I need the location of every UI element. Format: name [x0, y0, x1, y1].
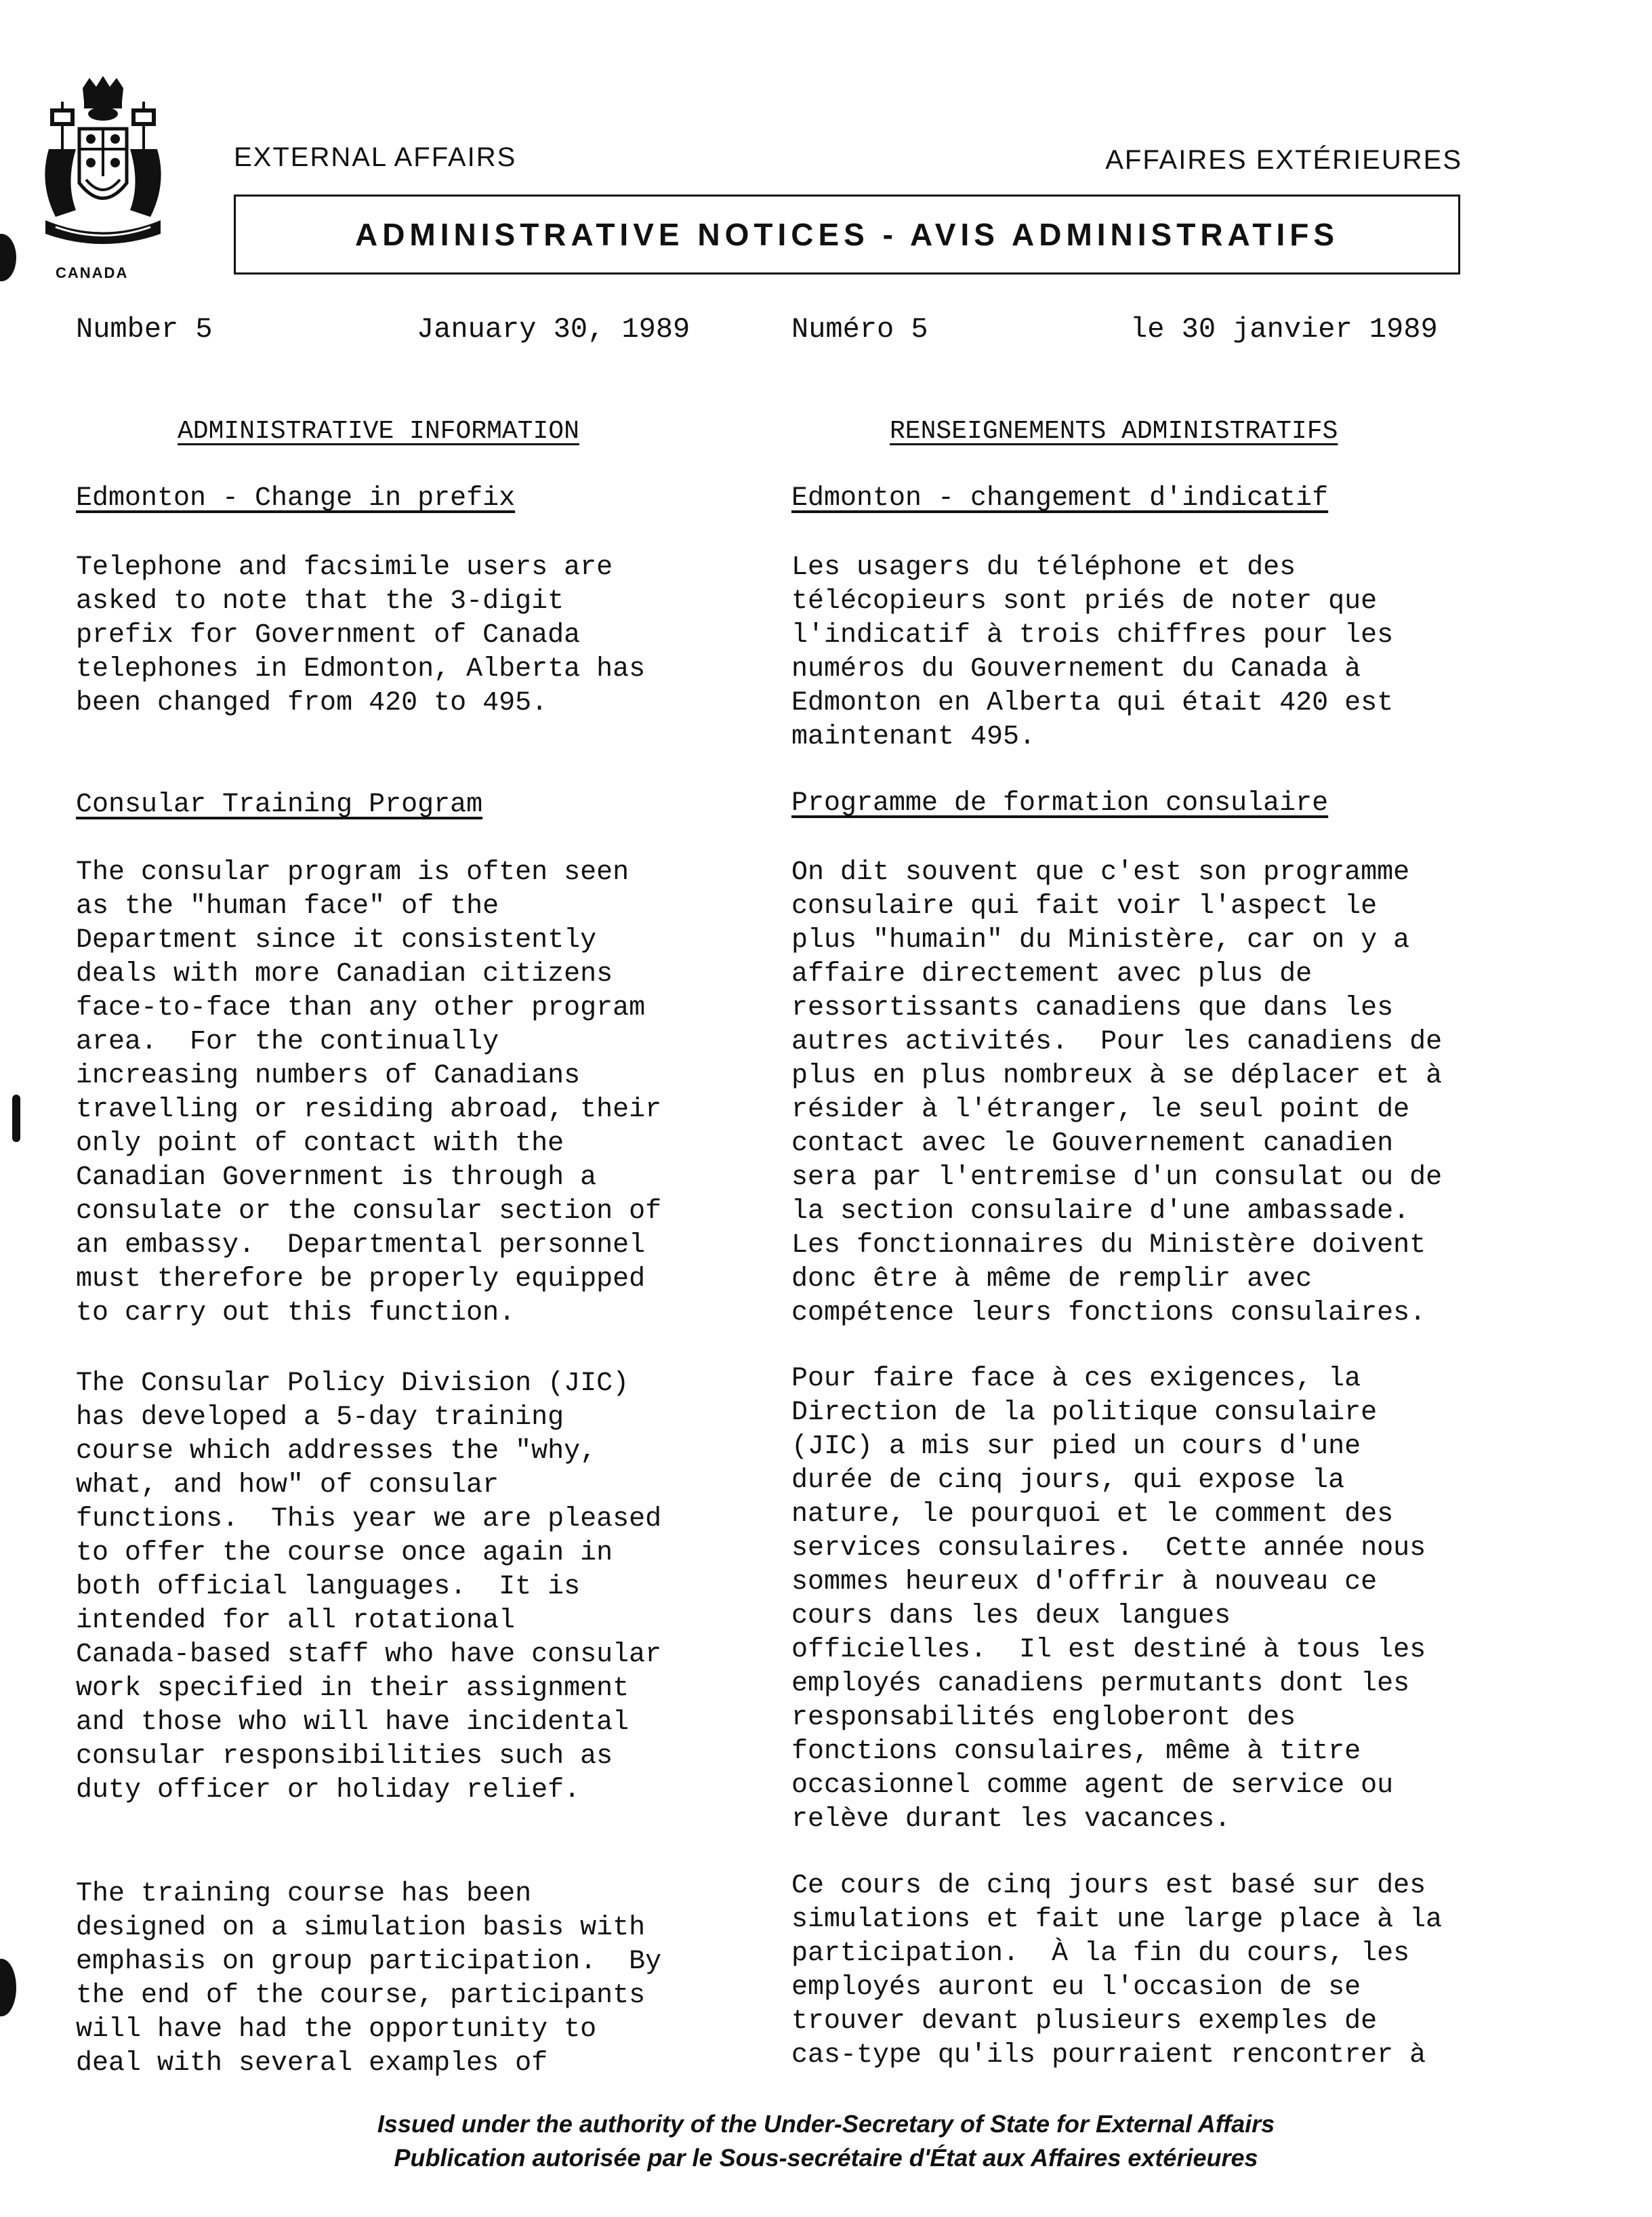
- english-section1-title: Edmonton - Change in prefix: [76, 483, 516, 514]
- coat-of-arms-icon: [35, 75, 171, 271]
- french-section2-paragraph-2: Pour faire face à ces exigences, la Direction de la politique consulaire (JIC) a mis sur pied un cours d'une durée de cinq jours, qui expose la nature, le pourquoi et le comment des services consulaires. Cette année nous sommes heureux d'offrir à nouveau ce cours dans les deux langues officielles. Il est destiné à tous les employés canadiens permutants dont les responsabilités engloberont des fonctions consulaires, même à titre occasionnel comme agent de service ou relève durant les vacances.: [791, 1364, 1426, 1835]
- english-section1-body: Telephone and facsimile users are asked to note that the 3-digit prefix for Government of Canada telephones in Edmonton, Alberta has been changed from 420 to 495.: [76, 552, 646, 718]
- english-section2-title: Consular Training Program: [76, 790, 483, 820]
- french-section1-title: Edmonton - changement d'indicatif: [791, 483, 1329, 514]
- issue-date-french: le 30 janvier 1989: [1130, 313, 1438, 346]
- issue-number-french: Numéro 5: [791, 313, 928, 346]
- punch-hole-bottom: [0, 1959, 16, 2016]
- notice-banner-title: ADMINISTRATIVE NOTICES - AVIS ADMINISTRATIFS: [234, 195, 1460, 274]
- french-section2-paragraph-1: On dit souvent que c'est son programme consulaire qui fait voir l'aspect le plus "humain" du Ministère, car on y a affaire directement avec plus de ressortissants canadiens que dans les autres activités. Pour les canadiens de plus en plus nombreux à se déplacer et à résider à l'étranger, le seul point de contact avec le Gouvernement canadien sera par l'entremise d'un consulat ou de la section consulaire d'une ambassade. Les fonctionnaires du Ministère doivent donc être à même de remplir avec compétence leurs fonctions consulaires.: [791, 857, 1443, 1328]
- punch-hole-top: [0, 234, 16, 281]
- french-column-heading: RENSEIGNEMENTS ADMINISTRATIFS: [890, 417, 1338, 446]
- english-section2-paragraph-3: The training course has been designed on a simulation basis with emphasis on group participation. By the end of the course, participants will have had the opportunity to deal with several examples of: [76, 1879, 662, 2079]
- issue-number-english: Number 5: [76, 313, 213, 346]
- department-name-french: AFFAIRES EXTÉRIEURES: [1105, 145, 1462, 175]
- canada-coat-of-arms-logo: [35, 75, 171, 285]
- french-section2-paragraph-3: Ce cours de cinq jours est basé sur des simulations et fait une large place à la participation. À la fin du cours, les employés auront eu l'occasion de se trouver devant plusieurs exemples de cas-type qu'ils pourraient rencontrer à: [791, 1871, 1443, 2071]
- english-section2-paragraph-1: The consular program is often seen as the "human face" of the Department since it consistently deals with more Canadian citizens face-to-face than any other program area. For the continually increasing numbers of Canadians travelling or residing abroad, their only point of contact with the Canadian Government is through a consulate or the consular section of an embassy. Departmental personnel must therefore be properly equipped to carry out this function.: [76, 857, 662, 1328]
- english-section2-paragraph-2: The Consular Policy Division (JIC) has developed a 5-day training course which addresses the "why, what, and how" of consular functions. This year we are pleased to offer the course once again in both official languages. It is intended for all rotational Canada-based staff who have consular work specified in their assignment and those who will have incidental consular responsibilities such as duty officer or holiday relief.: [76, 1368, 662, 1806]
- punch-hole-middle: [12, 1095, 20, 1142]
- department-name-english: EXTERNAL AFFAIRS: [234, 142, 517, 172]
- french-section2-title: Programme de formation consulaire: [791, 788, 1329, 819]
- logo-country-label: CANADA: [56, 264, 129, 281]
- issue-date-english: January 30, 1989: [417, 313, 690, 346]
- english-column-heading: ADMINISTRATIVE INFORMATION: [178, 417, 579, 446]
- footer-authority-french: Publication autorisée par le Sous-secrétaire d'État aux Affaires extérieures: [394, 2144, 1258, 2172]
- footer-authority-english: Issued under the authority of the Under-Secretary of State for External Affairs: [377, 2110, 1275, 2138]
- french-section1-body: Les usagers du téléphone et des télécopieurs sont priés de noter que l'indicatif à trois chiffres pour les numéros du Gouvernement du Canada à Edmonton en Alberta qui était 420 est maintenant 495.: [791, 552, 1394, 752]
